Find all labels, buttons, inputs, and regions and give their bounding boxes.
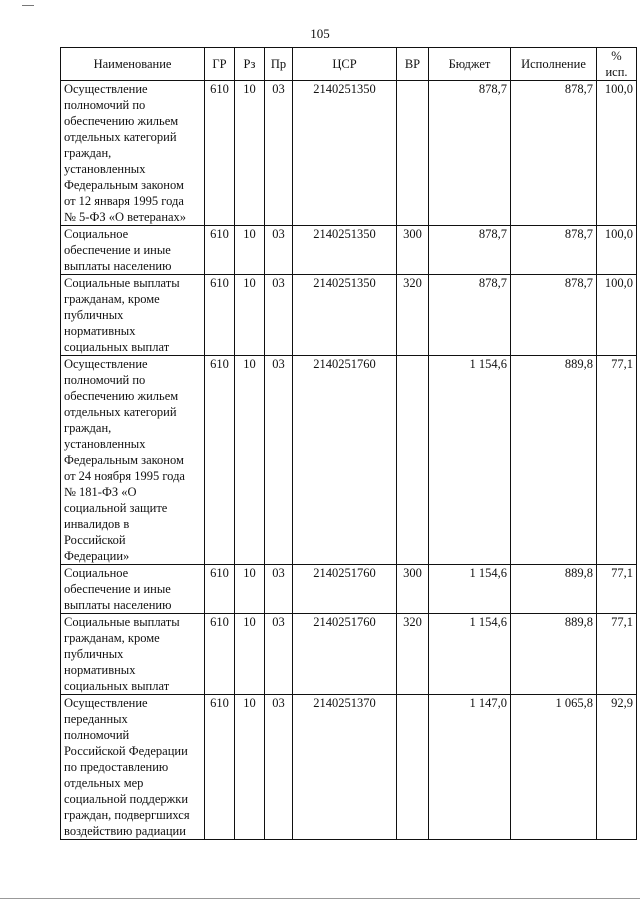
- scan-mark: [22, 5, 34, 6]
- row-name-line: Российской Федерации: [64, 744, 188, 758]
- row-csr: 2140251370: [293, 695, 397, 840]
- row-name-line: отдельных категорий: [64, 405, 177, 419]
- row-vr: [397, 356, 429, 565]
- header-gr: ГР: [205, 48, 235, 81]
- row-name: [61, 81, 205, 226]
- row-vr: [397, 81, 429, 226]
- table-row: [61, 226, 637, 275]
- row-gr: 610: [205, 275, 235, 356]
- row-name-line: нормативных: [64, 324, 136, 338]
- row-name-line: выплаты населению: [64, 259, 172, 273]
- row-name-line: полномочий по: [64, 373, 146, 387]
- row-csr: 2140251760: [293, 356, 397, 565]
- row-rz: 10: [235, 275, 265, 356]
- page-bottom-edge: [0, 898, 640, 899]
- row-name-line: нормативных: [64, 663, 136, 677]
- table-row: [61, 695, 637, 840]
- row-vr: 300: [397, 565, 429, 614]
- row-name-line: публичных: [64, 308, 124, 322]
- row-name-line: Осуществление: [64, 82, 148, 96]
- row-execution: 889,8: [511, 356, 597, 565]
- row-vr: 320: [397, 275, 429, 356]
- row-vr: [397, 695, 429, 840]
- row-name-line: обеспечение и иные: [64, 243, 171, 257]
- header-budget: Бюджет: [429, 48, 511, 81]
- row-vr: 300: [397, 226, 429, 275]
- row-gr: 610: [205, 226, 235, 275]
- row-rz: 10: [235, 614, 265, 695]
- row-rz: 10: [235, 695, 265, 840]
- row-vr: 320: [397, 614, 429, 695]
- row-name-line: инвалидов в: [64, 517, 130, 531]
- row-pr: 03: [265, 565, 293, 614]
- row-execution: 889,8: [511, 614, 597, 695]
- row-percent: 100,0: [597, 81, 637, 226]
- header-pr: Пр: [265, 48, 293, 81]
- row-percent: 77,1: [597, 356, 637, 565]
- row-name-line: социальной поддержки: [64, 792, 189, 806]
- row-csr: 2140251350: [293, 275, 397, 356]
- row-name-line: от 12 января 1995 года: [64, 194, 184, 208]
- row-name: [61, 695, 205, 840]
- row-name-line: от 24 ноября 1995 года: [64, 469, 185, 483]
- header-percent-symbol: %: [611, 49, 622, 63]
- row-pr: 03: [265, 614, 293, 695]
- row-name-line: Федеральным законом: [64, 178, 184, 192]
- row-execution: 878,7: [511, 275, 597, 356]
- row-name-line: полномочий: [64, 728, 130, 742]
- row-name-line: гражданам, кроме: [64, 631, 160, 645]
- row-name-line: Осуществление: [64, 696, 148, 710]
- row-name: [61, 614, 205, 695]
- row-rz: 10: [235, 356, 265, 565]
- row-name-line: переданных: [64, 712, 128, 726]
- header-name: Наименование: [61, 48, 205, 81]
- row-rz: 10: [235, 565, 265, 614]
- row-name-line: установленных: [64, 162, 146, 176]
- row-execution: 1 065,8: [511, 695, 597, 840]
- row-name-line: отдельных категорий: [64, 130, 177, 144]
- row-name-line: выплаты населению: [64, 598, 172, 612]
- header-percent-label: исп.: [605, 65, 628, 79]
- row-budget: 878,7: [429, 275, 511, 356]
- row-name-line: социальных выплат: [64, 340, 170, 354]
- row-csr: 2140251760: [293, 565, 397, 614]
- header-execution: Исполнение: [511, 48, 597, 81]
- row-execution: 878,7: [511, 81, 597, 226]
- row-execution: 889,8: [511, 565, 597, 614]
- row-rz: 10: [235, 81, 265, 226]
- row-name-line: обеспечению жильем: [64, 389, 179, 403]
- row-name-line: воздействию радиации: [64, 824, 186, 838]
- row-csr: 2140251350: [293, 226, 397, 275]
- row-name: [61, 275, 205, 356]
- row-gr: 610: [205, 565, 235, 614]
- row-pr: 03: [265, 226, 293, 275]
- row-budget: 1 147,0: [429, 695, 511, 840]
- row-budget: 1 154,6: [429, 565, 511, 614]
- row-name-line: отдельных мер: [64, 776, 144, 790]
- row-name-line: Федерации»: [64, 549, 130, 563]
- row-budget: 1 154,6: [429, 614, 511, 695]
- row-percent: 77,1: [597, 614, 637, 695]
- row-percent: 92,9: [597, 695, 637, 840]
- row-name-line: обеспечение и иные: [64, 582, 171, 596]
- row-name-line: Социальные выплаты: [64, 615, 180, 629]
- header-percent: [597, 48, 637, 81]
- header-vr: ВР: [397, 48, 429, 81]
- row-percent: 100,0: [597, 275, 637, 356]
- table-row: [61, 275, 637, 356]
- row-pr: 03: [265, 81, 293, 226]
- row-name-line: установленных: [64, 437, 146, 451]
- row-gr: 610: [205, 614, 235, 695]
- header-rz: Рз: [235, 48, 265, 81]
- row-name-line: граждан,: [64, 421, 112, 435]
- budget-table: [60, 47, 637, 840]
- row-gr: 610: [205, 81, 235, 226]
- row-name-line: публичных: [64, 647, 124, 661]
- row-gr: 610: [205, 695, 235, 840]
- row-name: [61, 226, 205, 275]
- row-name-line: обеспечению жильем: [64, 114, 179, 128]
- row-name-line: социальных выплат: [64, 679, 170, 693]
- row-percent: 100,0: [597, 226, 637, 275]
- row-percent: 77,1: [597, 565, 637, 614]
- row-pr: 03: [265, 275, 293, 356]
- table-row: [61, 565, 637, 614]
- row-pr: 03: [265, 356, 293, 565]
- row-budget: 878,7: [429, 81, 511, 226]
- page-number: 105: [310, 26, 330, 41]
- row-csr: 2140251760: [293, 614, 397, 695]
- row-name-line: Социальное: [64, 227, 129, 241]
- row-rz: 10: [235, 226, 265, 275]
- row-gr: 610: [205, 356, 235, 565]
- table-row: [61, 356, 637, 565]
- row-execution: 878,7: [511, 226, 597, 275]
- row-name-line: граждан, подвергшихся: [64, 808, 190, 822]
- row-name-line: Социальное: [64, 566, 129, 580]
- row-name-line: социальной защите: [64, 501, 168, 515]
- table-row: [61, 614, 637, 695]
- table-header-row: [61, 48, 637, 81]
- row-name-line: Российской: [64, 533, 126, 547]
- row-name-line: граждан,: [64, 146, 112, 160]
- row-name-line: Социальные выплаты: [64, 276, 180, 290]
- row-budget: 1 154,6: [429, 356, 511, 565]
- header-csr: ЦСР: [293, 48, 397, 81]
- row-name: [61, 356, 205, 565]
- row-name-line: Осуществление: [64, 357, 148, 371]
- row-budget: 878,7: [429, 226, 511, 275]
- row-name-line: гражданам, кроме: [64, 292, 160, 306]
- row-name-line: Федеральным законом: [64, 453, 184, 467]
- row-name-line: № 181-ФЗ «О: [64, 485, 137, 499]
- row-name: [61, 565, 205, 614]
- row-csr: 2140251350: [293, 81, 397, 226]
- row-name-line: по предоставлению: [64, 760, 169, 774]
- table-row: [61, 81, 637, 226]
- row-pr: 03: [265, 695, 293, 840]
- row-name-line: полномочий по: [64, 98, 146, 112]
- row-name-line: № 5-ФЗ «О ветеранах»: [64, 210, 187, 224]
